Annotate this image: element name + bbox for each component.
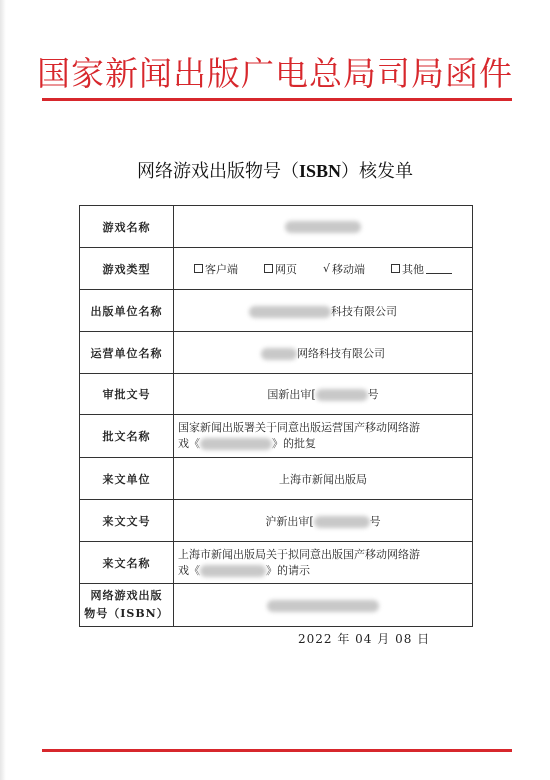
approval-form-table xyxy=(79,205,473,627)
isbn-value xyxy=(174,584,473,627)
operator-visible-text: 网络科技有限公司 xyxy=(297,346,385,360)
option-web xyxy=(264,261,297,277)
source-name-line1: 上海市新闻出版局关于拟同意出版国产移动网络游 xyxy=(178,547,420,561)
checkmark-icon: √ xyxy=(322,262,330,275)
issue-date: 2022 年 04 月 08 日 xyxy=(298,632,431,646)
table-row xyxy=(80,332,473,374)
isbn-label-line1: 网络游戏出版 xyxy=(90,589,163,602)
source-no-suffix: 号 xyxy=(369,514,381,528)
source-no-prefix: 沪新出审[ xyxy=(265,514,314,528)
publisher-visible-text: 科技有限公司 xyxy=(331,304,397,318)
table-row xyxy=(80,584,473,627)
fill-in-blank xyxy=(426,263,452,274)
source-name-line2 xyxy=(178,563,468,579)
option-label: 其他 xyxy=(401,262,424,276)
option-mobile xyxy=(323,261,365,277)
game-name-value xyxy=(174,206,473,248)
game-type-value xyxy=(174,248,473,290)
document-title-prefix: 网络游戏出版物号（ xyxy=(136,161,299,182)
source-name-value xyxy=(174,542,473,584)
isbn-label-line2-latin: ISBN xyxy=(120,607,157,620)
document-title xyxy=(0,158,550,185)
source-unit-value: 上海市新闻出版局 xyxy=(174,458,473,500)
operator-value xyxy=(174,332,473,374)
document-title-suffix: ）核发单 xyxy=(341,161,414,182)
approval-no-suffix: 号 xyxy=(367,388,379,401)
doc-name-line1: 国家新闻出版署关于同意出版运营国产移动网络游 xyxy=(178,421,420,434)
publisher-value xyxy=(174,290,473,332)
source-name-line2-suffix: 》的请示 xyxy=(266,563,310,577)
source-unit-label: 来文单位 xyxy=(80,458,174,500)
option-other xyxy=(391,261,452,277)
checkbox-empty-icon xyxy=(194,264,203,273)
page-edge-shadow xyxy=(0,0,6,780)
approval-no-value xyxy=(174,374,473,415)
option-client xyxy=(194,261,238,277)
redacted-isbn xyxy=(267,600,379,612)
table-row xyxy=(80,290,473,332)
isbn-label-line2-suffix: ） xyxy=(156,607,169,620)
option-label: 网页 xyxy=(274,262,297,276)
doc-name-line2 xyxy=(178,436,468,452)
doc-name-value xyxy=(174,415,473,458)
table-row xyxy=(80,415,473,458)
isbn-label xyxy=(80,584,174,627)
redacted-operator xyxy=(261,348,297,360)
publisher-label: 出版单位名称 xyxy=(80,290,174,332)
redacted-approval-no xyxy=(316,389,368,401)
approval-no-label: 审批文号 xyxy=(80,374,174,415)
redacted-game-title xyxy=(200,565,266,577)
redacted-game-title xyxy=(200,438,272,450)
checkbox-empty-icon xyxy=(264,264,273,273)
doc-name-label: 批文名称 xyxy=(80,415,174,458)
game-name-label: 游戏名称 xyxy=(80,206,174,248)
source-name-line2-prefix: 戏《 xyxy=(178,563,200,577)
game-type-options xyxy=(175,261,471,277)
doc-name-line2-suffix: 》的批复 xyxy=(272,437,316,450)
table-row xyxy=(80,248,473,290)
table-row xyxy=(80,500,473,542)
isbn-label-line2-prefix: 物号（ xyxy=(84,607,121,620)
option-label: 移动端 xyxy=(331,262,365,276)
option-label: 客户端 xyxy=(204,262,238,276)
source-name-label: 来文名称 xyxy=(80,542,174,584)
source-no-value xyxy=(174,500,473,542)
table-row xyxy=(80,374,473,415)
redacted-game-name xyxy=(285,221,361,233)
table-row xyxy=(80,206,473,248)
isbn-label-line2 xyxy=(81,605,172,623)
document-title-latin: ISBN xyxy=(298,161,342,181)
game-type-label: 游戏类型 xyxy=(80,248,174,290)
redacted-source-no xyxy=(314,516,370,528)
approval-no-prefix: 国新出审[ xyxy=(267,388,316,401)
operator-label: 运营单位名称 xyxy=(80,332,174,374)
letterhead-title: 国家新闻出版广电总局司局函件 xyxy=(37,54,513,93)
table-row xyxy=(80,542,473,584)
letterhead-rule xyxy=(42,98,512,101)
source-no-label: 来文文号 xyxy=(80,500,174,542)
redacted-publisher xyxy=(249,306,331,318)
checkbox-empty-icon xyxy=(391,264,400,273)
footer-rule xyxy=(42,749,512,752)
doc-name-line2-prefix: 戏《 xyxy=(178,437,200,450)
table-row xyxy=(80,458,473,500)
